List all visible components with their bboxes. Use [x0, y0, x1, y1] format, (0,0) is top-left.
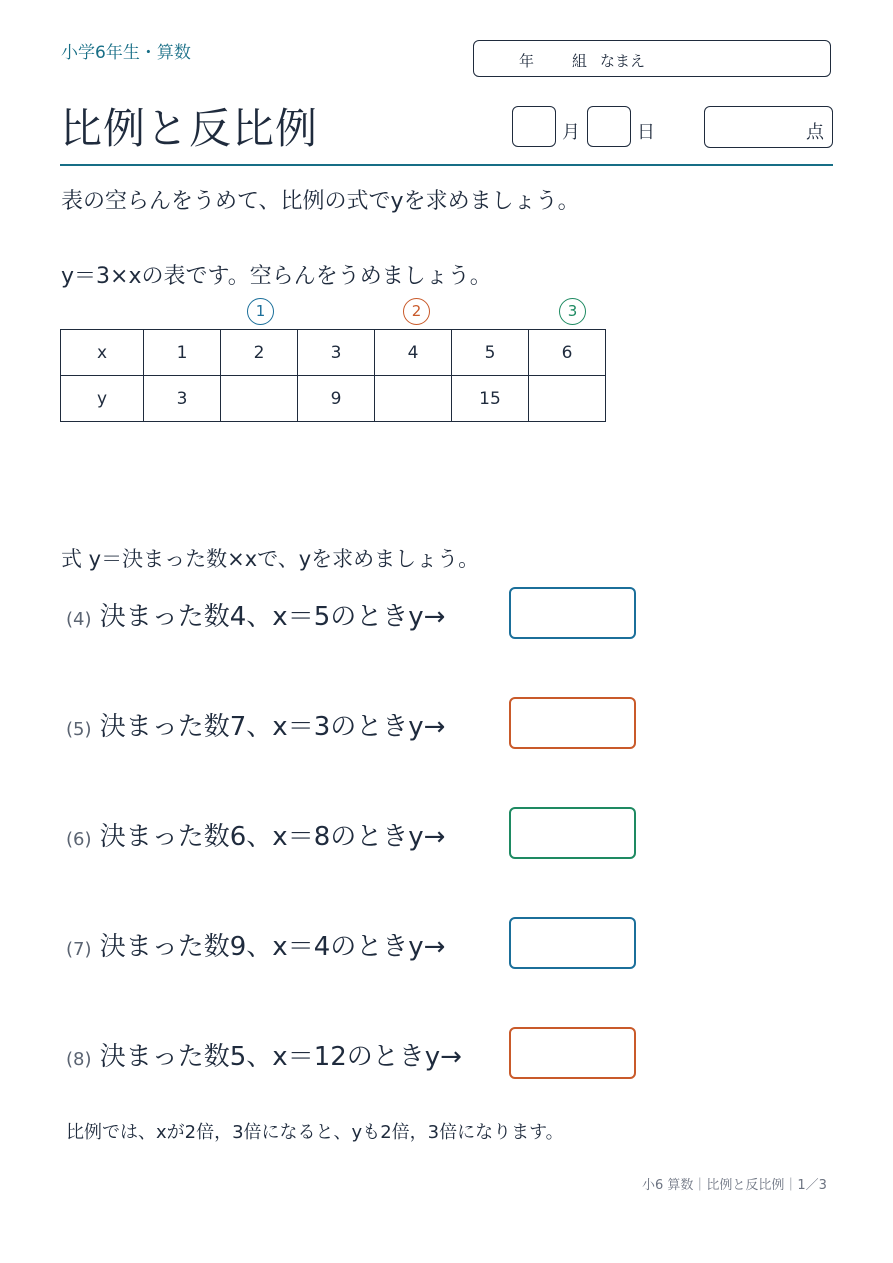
- question-text: 決まった数4、x＝5のときy→: [99, 602, 446, 632]
- instructions: 表の空らんをうめて、比例の式でyを求めましょう。: [61, 189, 580, 214]
- x-header: x: [61, 330, 144, 376]
- name-year-label: 年: [519, 52, 535, 70]
- x-cell: 6: [529, 330, 606, 376]
- hint-note: 比例では、xが2倍，3倍になると、yも2倍，3倍になります。: [66, 1122, 564, 1143]
- question-number: (7): [66, 939, 92, 960]
- x-cell: 2: [221, 330, 298, 376]
- question-text: 決まった数7、x＝3のときy→: [99, 712, 446, 742]
- question-text: 決まった数6、x＝8のときy→: [99, 822, 446, 852]
- question-text: 決まった数9、x＝4のときy→: [99, 932, 446, 962]
- question-number: (5): [66, 719, 92, 740]
- table-row-y: [61, 376, 606, 422]
- y-cell: 3: [144, 376, 221, 422]
- answer-box-7[interactable]: [509, 917, 636, 969]
- y-header: y: [61, 376, 144, 422]
- question-number: (4): [66, 609, 92, 630]
- x-cell: 5: [452, 330, 529, 376]
- y-cell: 9: [298, 376, 375, 422]
- x-cell: 4: [375, 330, 452, 376]
- page-title: 比例と反比例: [60, 104, 319, 153]
- day-label: 日: [637, 122, 655, 143]
- y-blank-cell-1[interactable]: [221, 376, 298, 422]
- question-number: (6): [66, 829, 92, 850]
- marker-1: 1: [247, 298, 274, 325]
- proportion-table: [60, 329, 606, 422]
- month-input-box[interactable]: [512, 106, 556, 147]
- page-footer: 小6 算数｜比例と反比例｜1／3: [642, 1178, 827, 1193]
- day-input-box[interactable]: [587, 106, 631, 147]
- question-4: [66, 596, 445, 633]
- table-row-x: [61, 330, 606, 376]
- answer-box-5[interactable]: [509, 697, 636, 749]
- question-number: (8): [66, 1049, 92, 1070]
- y-cell: 15: [452, 376, 529, 422]
- marker-2: 2: [403, 298, 430, 325]
- name-class-label: 組: [572, 52, 588, 70]
- name-label: なまえ: [600, 52, 646, 70]
- score-label: 点: [806, 122, 824, 143]
- question-5: [66, 706, 445, 743]
- answer-box-8[interactable]: [509, 1027, 636, 1079]
- formula-instruction: 式 y＝決まった数×xで、yを求めましょう。: [61, 547, 480, 571]
- answer-box-4[interactable]: [509, 587, 636, 639]
- question-6: [66, 816, 445, 853]
- table-intro: y＝3×xの表です。空らんをうめましょう。: [61, 264, 492, 289]
- answer-box-6[interactable]: [509, 807, 636, 859]
- x-cell: 1: [144, 330, 221, 376]
- y-blank-cell-3[interactable]: [529, 376, 606, 422]
- y-blank-cell-2[interactable]: [375, 376, 452, 422]
- question-7: [66, 926, 445, 963]
- header-divider: [60, 164, 833, 166]
- question-text: 決まった数5、x＝12のときy→: [99, 1042, 462, 1072]
- marker-3: 3: [559, 298, 586, 325]
- grade-subject: 小学6年生・算数: [61, 43, 191, 63]
- x-cell: 3: [298, 330, 375, 376]
- question-8: [66, 1036, 462, 1073]
- month-label: 月: [562, 122, 580, 143]
